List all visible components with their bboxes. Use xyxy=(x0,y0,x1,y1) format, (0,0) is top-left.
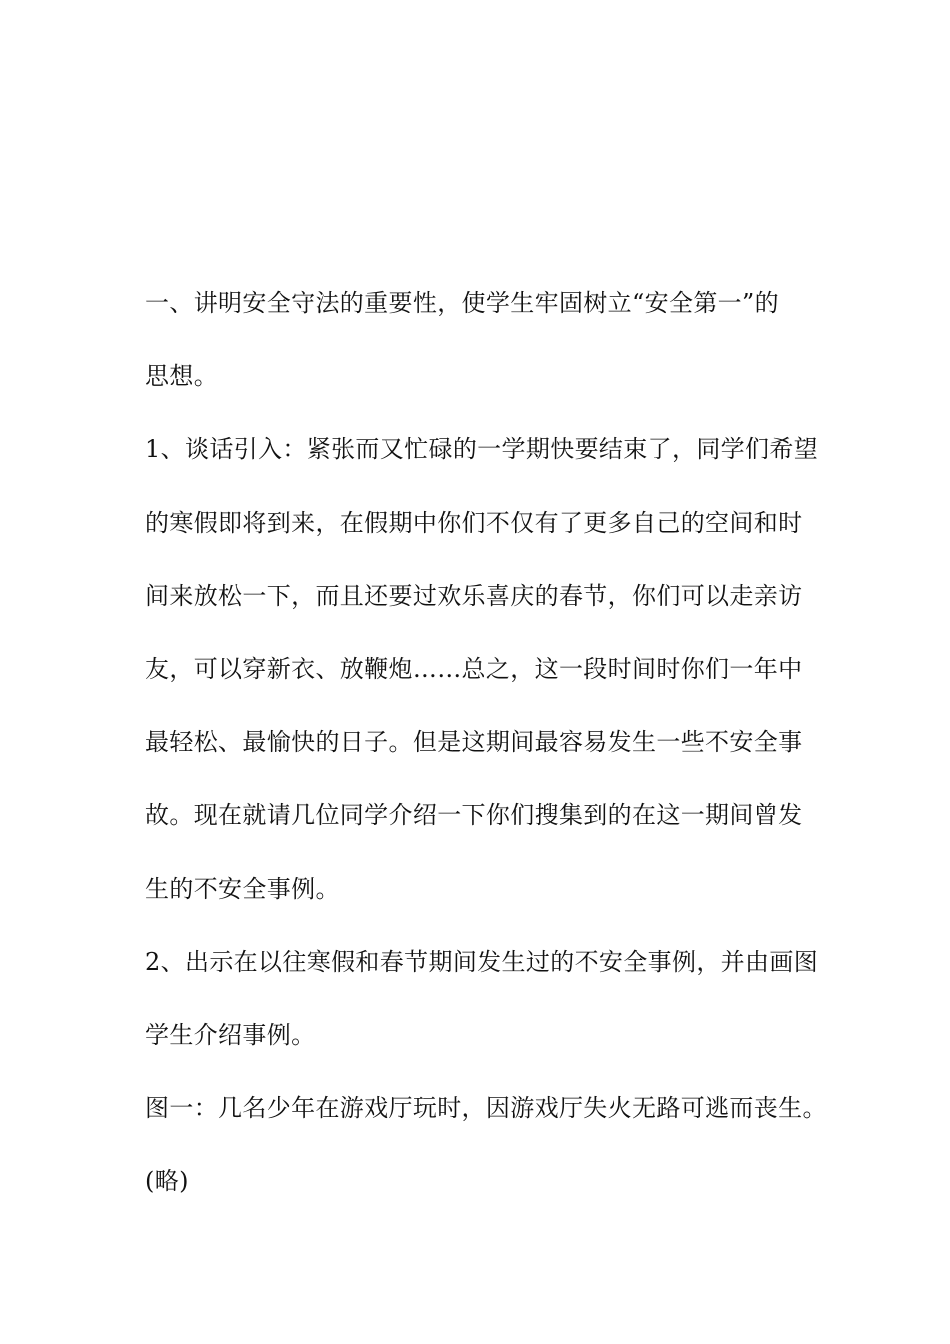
document-line: 间来放松一下，而且还要过欢乐喜庆的春节，你们可以走亲访 xyxy=(145,581,803,610)
document-line: 思想。 xyxy=(145,362,219,391)
document-line: 一、讲明安全守法的重要性，使学生牢固树立“安全第一”的 xyxy=(145,289,779,317)
document-line: (略) xyxy=(145,1167,189,1196)
document-line: 2、出示在以往寒假和春节期间发生过的不安全事例，并由画图 xyxy=(145,947,819,976)
document-line: 友，可以穿新衣、放鞭炮……总之，这一段时间时你们一年中 xyxy=(145,654,803,683)
document-line: 学生介绍事例。 xyxy=(145,1020,316,1049)
document-line: 1、谈话引入：紧张而又忙碌的一学期快要结束了，同学们希望 xyxy=(145,435,819,464)
document-body xyxy=(145,282,825,1233)
document-line: 故。现在就请几位同学介绍一下你们搜集到的在这一期间曾发 xyxy=(145,801,803,830)
document-line: 的寒假即将到来，在假期中你们不仅有了更多自己的空间和时 xyxy=(145,508,803,537)
document-line: 图一：几名少年在游戏厅玩时，因游戏厅失火无路可逃而丧生。 xyxy=(145,1094,827,1123)
document-line: 生的不安全事例。 xyxy=(145,874,340,903)
document-line: 最轻松、最愉快的日子。但是这期间最容易发生一些不安全事 xyxy=(145,728,803,757)
